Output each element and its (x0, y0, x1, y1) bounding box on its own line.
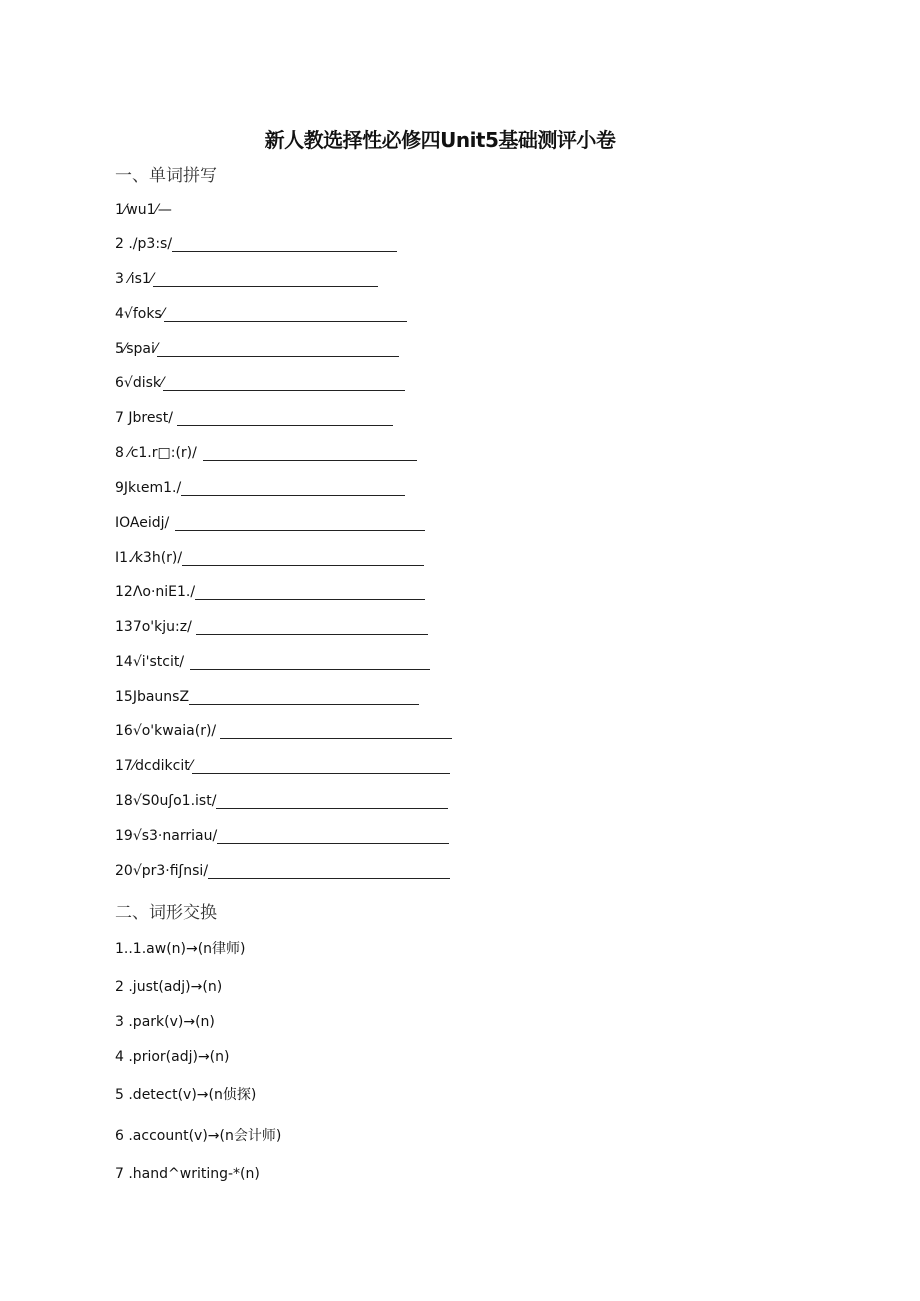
spelling-item (115, 584, 425, 600)
item-text: 8 ⁄c1.r□:(r)/ (115, 445, 197, 461)
word-form-item: 5 .detect(v)→(n侦探) (115, 1087, 257, 1103)
spelling-item (115, 341, 399, 357)
section-heading-word-forms: 二、词形交换 (115, 903, 217, 923)
spelling-item (115, 863, 450, 879)
answer-blank[interactable] (172, 238, 397, 252)
spelling-item (115, 306, 407, 322)
spelling-item (115, 445, 417, 461)
item-text: 4√foks⁄ (115, 306, 165, 322)
word-form-item: 3 .park(v)→(n) (115, 1014, 215, 1030)
item-text: IOAeidj/ (115, 515, 170, 531)
answer-blank[interactable] (157, 343, 399, 357)
word-form-item: 6 .account(v)→(n会计师) (115, 1128, 282, 1144)
spelling-item (115, 619, 428, 635)
answer-blank[interactable] (196, 621, 428, 635)
spelling-item (115, 758, 450, 774)
item-text: 1⁄wu1⁄— (115, 202, 172, 218)
spelling-item (115, 828, 449, 844)
item-text: 18√S0uʃo1.ist/ (115, 793, 217, 809)
answer-blank[interactable] (208, 865, 450, 879)
word-form-item: 2 .just(adj)→(n) (115, 979, 223, 995)
item-text: 137o'kju:z/ (115, 619, 192, 635)
item-text: 6√disk⁄ (115, 375, 164, 391)
answer-blank[interactable] (181, 482, 405, 496)
page-title: 新人教选择性必修四Unit5基础测评小卷 (264, 128, 616, 152)
spelling-item (115, 654, 430, 670)
spelling-item (115, 793, 448, 809)
answer-blank[interactable] (190, 656, 430, 670)
item-text: 12Λo·niE1./ (115, 584, 196, 600)
word-form-item: 1..1.aw(n)→(n律师) (115, 941, 246, 957)
answer-blank[interactable] (182, 552, 424, 566)
section-heading-spelling: 一、单词拼写 (115, 166, 217, 186)
answer-blank[interactable] (189, 691, 419, 705)
answer-blank[interactable] (192, 760, 450, 774)
spelling-item (115, 236, 397, 252)
item-text: 20√pr3·fiʃnsi/ (115, 863, 209, 879)
item-text: 7 Jbrest/ (115, 410, 173, 426)
item-text: 2 ./p3:s/ (115, 236, 173, 252)
answer-blank[interactable] (163, 377, 405, 391)
answer-blank[interactable] (153, 273, 378, 287)
item-text: 15JbaunsZ (115, 689, 190, 705)
spelling-item (115, 515, 425, 531)
item-text: 14√i'stcit/ (115, 654, 185, 670)
spelling-item (115, 480, 405, 496)
spelling-item (115, 271, 378, 287)
item-text: 9Jkιem1./ (115, 480, 182, 496)
item-text: 17⁄dcdikcit⁄ (115, 758, 193, 774)
answer-blank[interactable] (203, 447, 417, 461)
item-text: 16√o'kwaia(r)/ (115, 723, 217, 739)
spelling-item (115, 375, 405, 391)
item-text: 19√s3·narriau/ (115, 828, 218, 844)
answer-blank[interactable] (164, 308, 407, 322)
answer-blank[interactable] (175, 517, 425, 531)
answer-blank[interactable] (217, 830, 449, 844)
word-form-item: 7 .hand^writing-*(n) (115, 1166, 260, 1182)
word-form-item: 4 .prior(adj)→(n) (115, 1049, 230, 1065)
item-text: 3 ⁄is1⁄ (115, 271, 154, 287)
answer-blank[interactable] (177, 412, 393, 426)
answer-blank[interactable] (195, 586, 425, 600)
item-text: 5⁄spai⁄ (115, 341, 158, 357)
spelling-item (115, 723, 452, 739)
item-text: I1.⁄k3h(r)/ (115, 550, 183, 566)
spelling-item (115, 410, 393, 426)
answer-blank[interactable] (216, 795, 448, 809)
spelling-item (115, 202, 172, 218)
spelling-item (115, 550, 424, 566)
spelling-item (115, 689, 419, 705)
answer-blank[interactable] (220, 725, 452, 739)
